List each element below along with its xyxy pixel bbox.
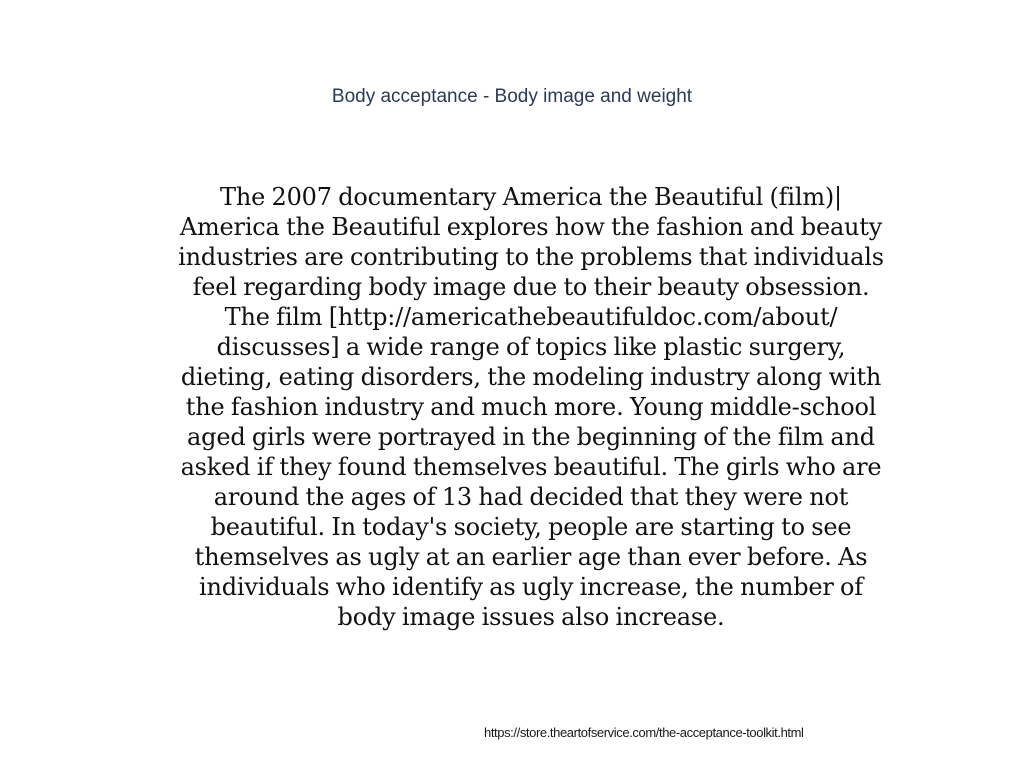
body-line: industries are contributing to the problems that individuals: [178, 243, 884, 271]
body-line: around the ages of 13 had decided that they were not: [213, 483, 849, 511]
body-line: asked if they found themselves beautiful. The girls who are: [180, 453, 882, 481]
body-line: discusses] a wide range of topics like plastic surgery,: [216, 333, 846, 361]
slide-body-text: [96, 182, 966, 632]
body-line: feel regarding body image due to their beauty obsession.: [192, 273, 870, 301]
body-line: the fashion industry and much more. Young middle-school: [185, 393, 877, 421]
slide-title: Body acceptance - Body image and weight: [331, 86, 693, 107]
body-line: The film [http://americathebeautifuldoc.com/about/: [224, 303, 838, 331]
body-line: individuals who identify as ugly increase, the number of: [198, 573, 863, 601]
body-line: America the Beautiful explores how the fashion and beauty: [179, 213, 883, 241]
body-line: themselves as ugly at an earlier age than ever before. As: [194, 543, 868, 571]
body-line: body image issues also increase.: [337, 603, 725, 631]
source-link[interactable]: https://store.theartofservice.com/the-acceptance-toolkit.html: [484, 725, 804, 740]
body-line: aged girls were portrayed in the beginning of the film and: [187, 423, 875, 451]
body-line: The 2007 documentary America the Beautiful (film)|: [220, 183, 842, 211]
body-line: dieting, eating disorders, the modeling industry along with: [180, 363, 882, 391]
body-line: beautiful. In today's society, people are starting to see: [210, 513, 852, 541]
